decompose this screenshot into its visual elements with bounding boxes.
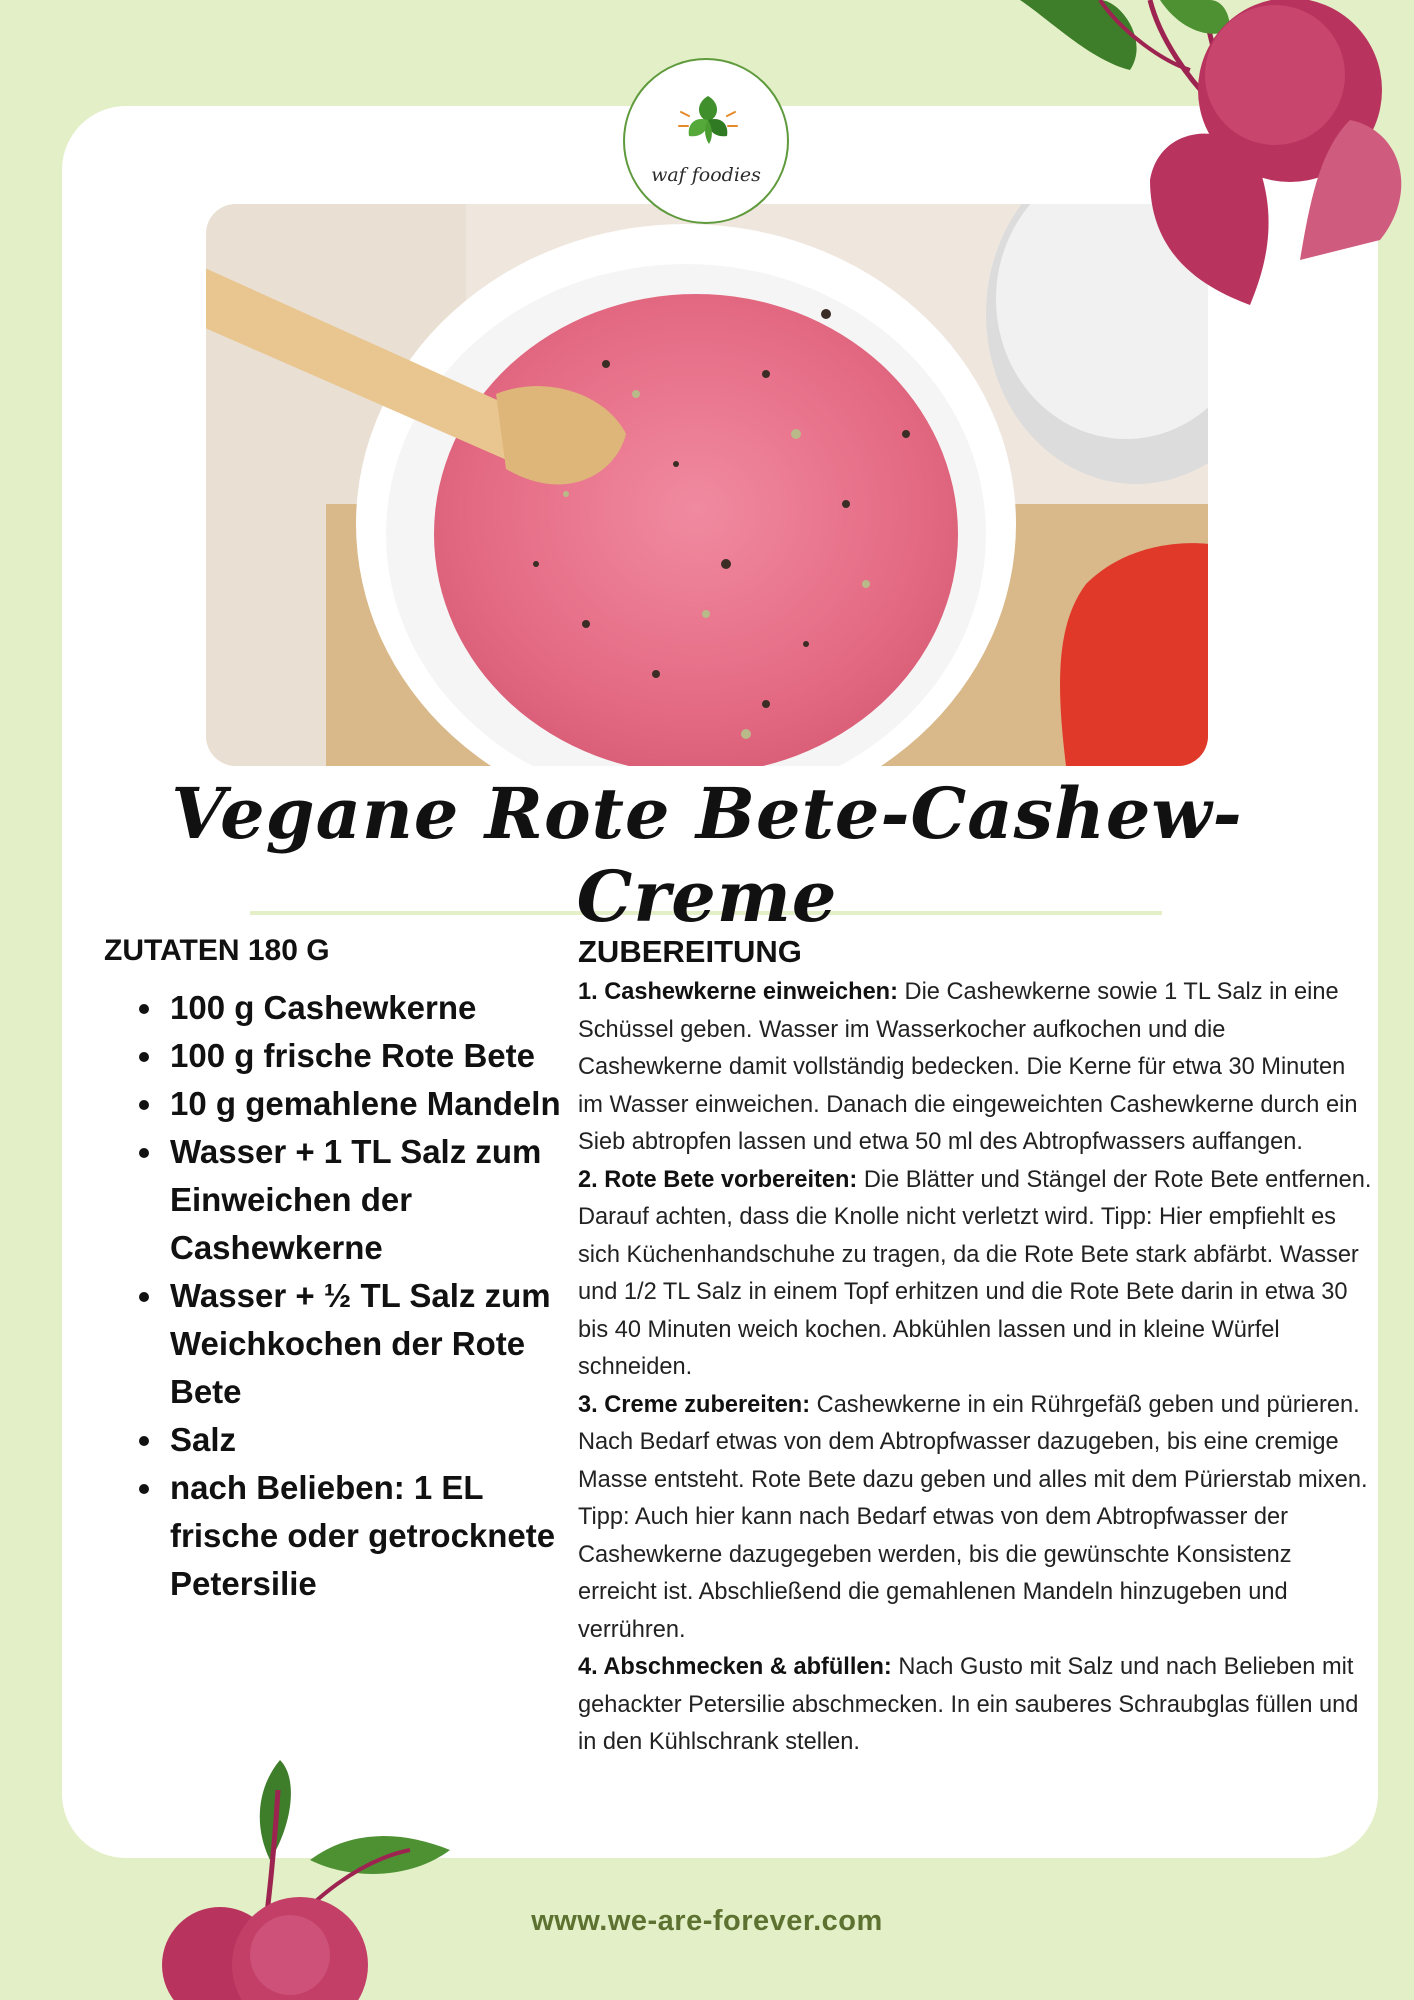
ingredients-list bbox=[108, 984, 586, 1608]
preparation-steps bbox=[578, 974, 1374, 1762]
step-title: 1. Cashewkerne einweichen: bbox=[578, 979, 898, 1005]
recipe-title: Vegane Rote Bete-Cashew-Creme bbox=[171, 772, 1243, 938]
preparation-step bbox=[578, 1649, 1374, 1762]
step-title: 3. Creme zubereiten: bbox=[578, 1391, 811, 1418]
basil-leaf-icon bbox=[675, 90, 741, 152]
ingredient-item: • Wasser + 1 TL Salz zum Einweichen der Cashewkerne bbox=[166, 1128, 586, 1272]
ingredient-item: • Wasser + ½ TL Salz zum Weichkochen der Rote Bete bbox=[166, 1272, 586, 1416]
step-title: 4. Abschmecken & abfüllen: bbox=[578, 1654, 892, 1680]
ingredients-heading: ZUTATEN 180 G bbox=[104, 934, 330, 967]
step-text: Nach Gusto mit Salz und nach Belieben mit gehackter Petersilie abschmecken. In ein sauberes Schraubglas füllen und in den Kühlschrank stellen. bbox=[578, 1654, 1359, 1755]
ingredient-item: • 100 g frische Rote Bete bbox=[166, 1032, 586, 1080]
ingredient-item: • 100 g Cashewkerne bbox=[166, 984, 586, 1032]
website-link[interactable]: www.we-are-forever.com bbox=[531, 1905, 883, 1937]
ingredient-item: • 10 g gemahlene Mandeln bbox=[166, 1080, 586, 1128]
ingredient-item: • nach Belieben: 1 EL frische oder getrocknete Petersilie bbox=[166, 1464, 586, 1608]
step-text: Die Blätter und Stängel der Rote Bete entfernen. Darauf achten, dass die Knolle nicht verletzt wird. Tipp: Hier empfiehlt es sich Küchenhandschuhe zu tragen, da die Rote Bete stark abfärbt. Wasser und 1/2 TL Salz in einem Topf erhitzen und die Rote Bete darin in etwa 30 bis 40 Minuten weich kochen. Abkühlen lassen und in kleine Würfel schneiden. bbox=[578, 1166, 1372, 1380]
beetroot-decoration-bottom bbox=[160, 1750, 460, 2000]
step-text: Die Cashewkerne sowie 1 TL Salz in eine Schüssel geben. Wasser im Wasserkocher aufkochen und die Cashewkerne damit vollständig bedecken. Die Kerne für etwa 30 Minuten im Wasser einweichen. Danach die eingeweichten Cashewkerne durch ein Sieb abtropfen lassen und etwa 50 ml des Abtropfwassers auffangen. bbox=[578, 979, 1358, 1155]
ingredient-item: • Salz bbox=[166, 1416, 586, 1464]
step-title: 2. Rote Bete vorbereiten: bbox=[578, 1166, 858, 1193]
preparation-step bbox=[578, 1162, 1374, 1387]
logo-text: waf foodies bbox=[651, 164, 761, 186]
preparation-step bbox=[578, 1387, 1374, 1650]
preparation-step bbox=[578, 974, 1374, 1162]
step-text: Cashewkerne in ein Rührgefäß geben und pürieren. Nach Bedarf etwas von dem Abtropfwasser dazugeben, bis eine cremige Masse entsteht. Rote Bete dazu geben und alles mit dem Pürierstab mixen. Tipp: Auch hier kann nach Bedarf etwas von dem Abtropfwasser der Cashewkerne dazugegeben werden, bis die gewünschte Konsistenz erreicht ist. Abschließend die gemahlenen Mandeln hinzugeben und verrühren. bbox=[578, 1391, 1368, 1643]
beetroot-decoration-top bbox=[1010, 0, 1414, 320]
preparation-heading: ZUBEREITUNG bbox=[578, 934, 802, 969]
brand-logo bbox=[623, 58, 789, 224]
